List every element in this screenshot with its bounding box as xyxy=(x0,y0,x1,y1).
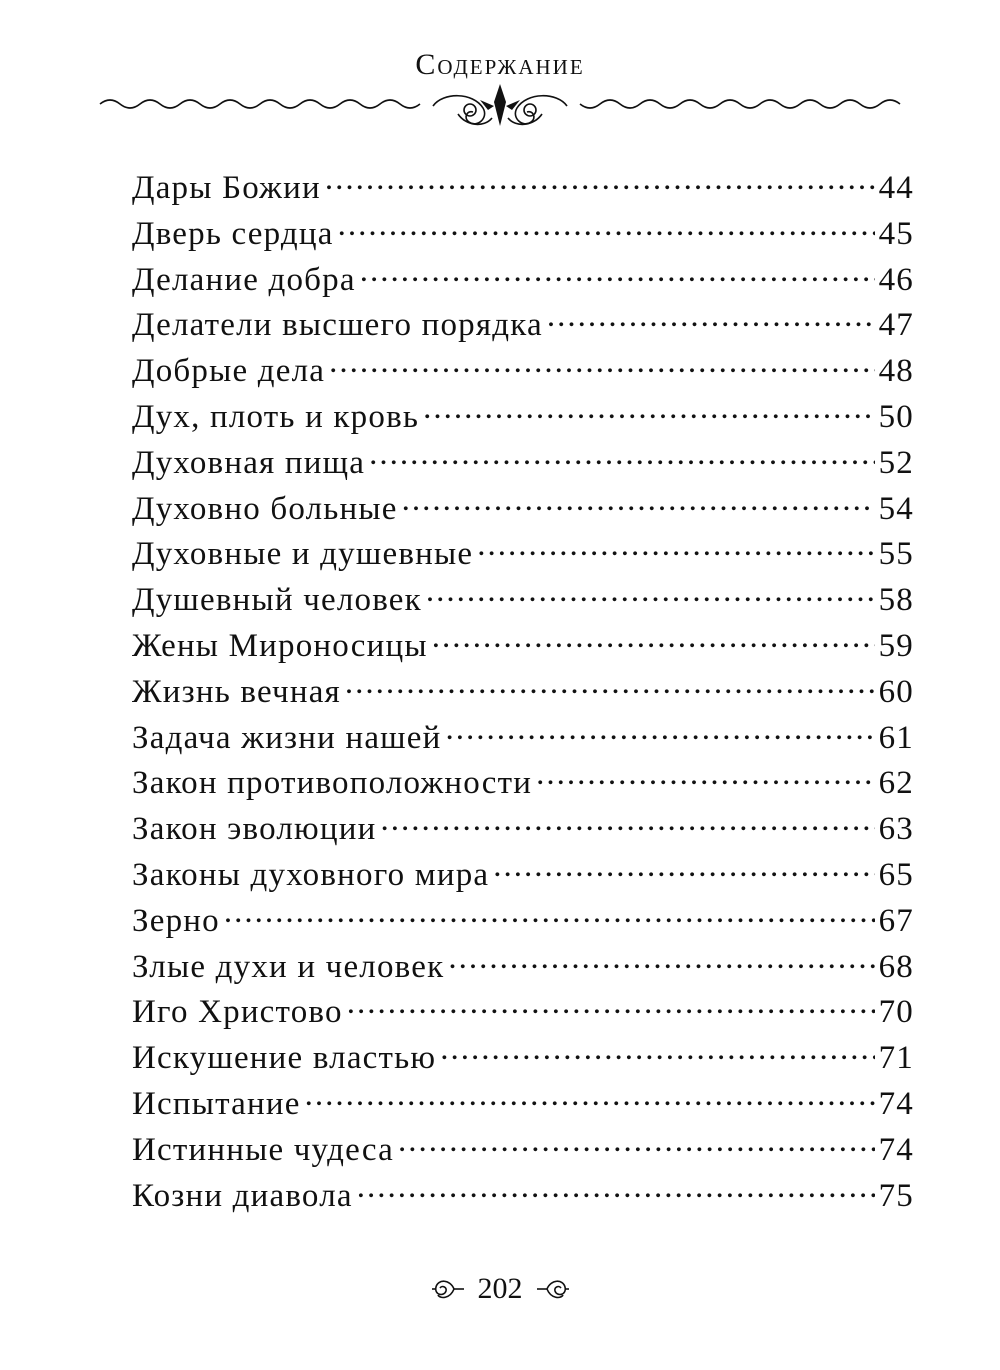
toc-entry-page: 47 xyxy=(878,307,914,344)
dot-leader xyxy=(357,1173,875,1206)
toc-entry xyxy=(132,760,914,806)
dot-leader xyxy=(360,257,875,290)
dot-leader xyxy=(369,440,875,473)
toc-entry-page: 74 xyxy=(878,1085,914,1122)
toc-entry-page: 55 xyxy=(878,536,914,573)
header-ornament-icon xyxy=(98,80,902,140)
dot-leader xyxy=(329,348,874,381)
dot-leader xyxy=(432,623,875,656)
dot-leader xyxy=(547,302,875,335)
toc-entry-title: Злые духи и человек xyxy=(132,948,445,985)
toc-entry xyxy=(132,348,914,394)
toc-entry-title: Козни диавола xyxy=(132,1177,353,1214)
toc-entry-page: 60 xyxy=(878,673,914,710)
toc-entry-page: 65 xyxy=(878,856,914,893)
toc-entry-title: Задача жизни нашей xyxy=(132,719,442,756)
toc-entry-title: Добрые дела xyxy=(132,353,326,390)
dot-leader xyxy=(493,852,874,885)
dot-leader xyxy=(325,165,875,198)
toc-entry-title: Дух, плоть и кровь xyxy=(132,398,420,435)
toc-entry-title: Зерно xyxy=(132,902,220,939)
toc-entry-page: 75 xyxy=(878,1177,914,1214)
toc-entry-title: Жизнь вечная xyxy=(132,673,341,710)
page-header-title: Содержание xyxy=(415,48,585,81)
toc-entry xyxy=(132,486,914,532)
table-of-contents xyxy=(132,165,914,1218)
toc-entry-page: 44 xyxy=(878,170,914,206)
toc-entry-page: 70 xyxy=(878,994,914,1031)
dot-leader xyxy=(536,760,875,793)
toc-entry-title: Искушение властью xyxy=(132,1040,437,1077)
toc-entry xyxy=(132,394,914,440)
toc-entry-page: 45 xyxy=(878,215,914,252)
toc-entry xyxy=(132,944,914,990)
dot-leader xyxy=(440,1035,874,1068)
toc-entry xyxy=(132,440,914,486)
toc-entry-title: Духовные и душевные xyxy=(132,536,474,573)
toc-entry-title: Делание добра xyxy=(132,261,356,298)
toc-entry-title: Закон эволюции xyxy=(132,811,377,848)
toc-entry-page: 58 xyxy=(878,582,914,619)
toc-entry xyxy=(132,577,914,623)
toc-entry xyxy=(132,1127,914,1173)
dot-leader xyxy=(426,577,875,610)
toc-entry-title: Иго Христово xyxy=(132,994,343,1031)
toc-entry-title: Душевный человек xyxy=(132,582,422,619)
dot-leader xyxy=(398,1127,875,1160)
toc-entry-page: 50 xyxy=(878,398,914,435)
toc-entry-page: 68 xyxy=(878,948,914,985)
toc-entry-page: 59 xyxy=(878,627,914,664)
toc-entry xyxy=(132,1173,914,1219)
dot-leader xyxy=(423,394,874,427)
toc-entry xyxy=(132,669,914,715)
toc-entry-page: 54 xyxy=(878,490,914,527)
toc-entry-page: 67 xyxy=(878,902,914,939)
toc-entry-title: Делатели высшего порядка xyxy=(132,307,543,344)
toc-entry xyxy=(132,211,914,257)
toc-entry xyxy=(132,715,914,761)
toc-entry-page: 52 xyxy=(878,444,914,481)
toc-entry-title: Дверь сердца xyxy=(132,215,334,252)
toc-entry xyxy=(132,852,914,898)
toc-entry xyxy=(132,806,914,852)
dot-leader xyxy=(402,486,875,519)
toc-entry-page: 62 xyxy=(878,765,914,802)
dot-leader xyxy=(345,669,875,702)
dot-leader xyxy=(338,211,875,244)
footer-right-flourish-icon xyxy=(535,1275,571,1303)
toc-entry xyxy=(132,1035,914,1081)
toc-entry-title: Духовно больные xyxy=(132,490,398,527)
page-footer xyxy=(0,1272,1000,1306)
toc-entry-page: 63 xyxy=(878,811,914,848)
toc-entry-title: Духовная пища xyxy=(132,444,366,481)
toc-entry-page: 48 xyxy=(878,353,914,390)
dot-leader xyxy=(477,531,874,564)
dot-leader xyxy=(305,1081,875,1114)
dot-leader xyxy=(347,989,875,1022)
toc-entry xyxy=(132,989,914,1035)
dot-leader xyxy=(380,806,874,839)
toc-entry-title: Закон противоположности xyxy=(132,765,533,802)
toc-entry xyxy=(132,531,914,577)
toc-entry-page: 74 xyxy=(878,1131,914,1168)
toc-entry xyxy=(132,898,914,944)
toc-entry-title: Жены Мироносицы xyxy=(132,627,428,664)
toc-entry-page: 46 xyxy=(878,261,914,298)
toc-entry-title: Законы духовного мира xyxy=(132,856,490,893)
dot-leader xyxy=(224,898,875,931)
footer-left-flourish-icon xyxy=(430,1275,466,1303)
toc-entry-title: Испытание xyxy=(132,1085,301,1122)
dot-leader xyxy=(445,715,874,748)
toc-entry-page: 61 xyxy=(878,719,914,756)
toc-entry-title: Истинные чудеса xyxy=(132,1131,394,1168)
dot-leader xyxy=(448,944,874,977)
toc-entry-page: 71 xyxy=(878,1040,914,1077)
toc-entry xyxy=(132,257,914,303)
page-number: 202 xyxy=(477,1272,523,1305)
toc-entry xyxy=(132,623,914,669)
toc-entry xyxy=(132,302,914,348)
toc-entry-title: Дары Божии xyxy=(132,170,321,206)
toc-entry xyxy=(132,165,914,211)
toc-entry xyxy=(132,1081,914,1127)
